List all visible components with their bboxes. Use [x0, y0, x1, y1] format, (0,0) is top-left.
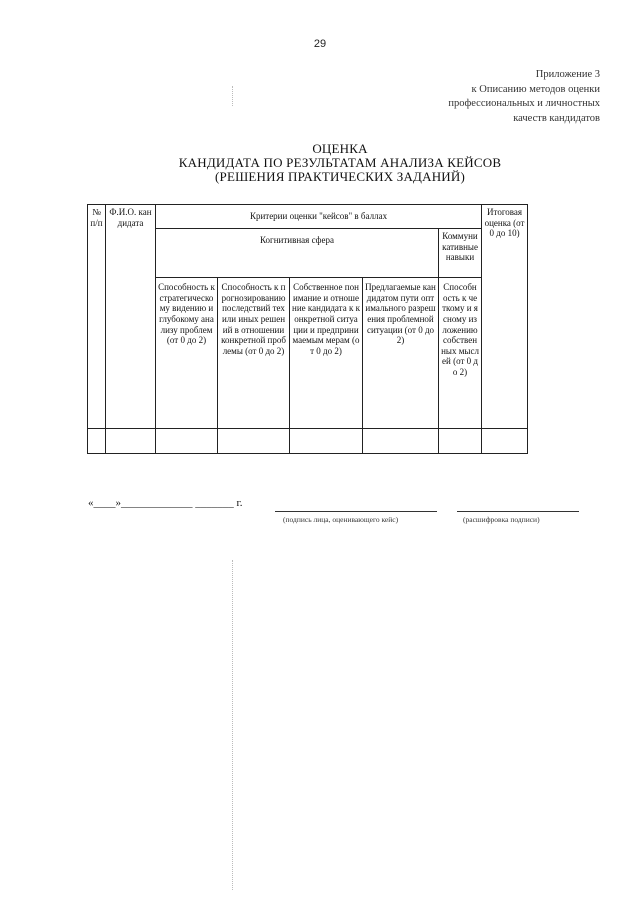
evaluation-table — [87, 204, 528, 454]
appendix-line: качеств кандидатов — [513, 112, 600, 124]
header-criteria: Критерии оценки "кейсов" в баллах — [156, 205, 482, 229]
criterion-strategic-vision: Способность к стратегическому видению и глубокому анализу проблем (от 0 до 2) — [156, 278, 218, 429]
table-cell-empty[interactable] — [156, 428, 218, 453]
table-cell-empty[interactable] — [106, 428, 156, 453]
title-line-3: (РЕШЕНИЯ ПРАКТИЧЕСКИХ ЗАДАНИЙ) — [214, 169, 465, 184]
table-cell-empty[interactable] — [363, 428, 439, 453]
signature-caption: (подпись лица, оценивающего кейс) — [283, 515, 399, 524]
appendix-note — [448, 68, 600, 126]
signature-name-caption: (расшифровка подписи) — [463, 515, 540, 524]
appendix-line: к Описанию методов оценки — [471, 83, 600, 95]
title-line-2: КАНДИДАТА ПО РЕЗУЛЬТАТАМ АНАЛИЗА КЕЙСОВ — [178, 155, 502, 170]
criterion-own-understanding: Собственное понимание и отношение кандидата к конкретной ситуации и предпринимаемым мерам (от 0 до 2) — [290, 278, 363, 429]
header-candidate-name: Ф.И.О. кандидата — [106, 205, 156, 429]
scan-fold-line — [232, 560, 233, 890]
signature-date: «____»_____________ _______ г. — [88, 497, 243, 509]
header-communicative-skills: Коммуникативные навыки — [439, 229, 482, 278]
signature-line[interactable] — [275, 511, 437, 512]
appendix-line: профессиональных и личностных — [448, 98, 600, 109]
criterion-clear-expression: Способность к четкому и ясному изложению собственных мыслей (от 0 до 2) — [439, 278, 482, 429]
header-number: № п/п — [88, 205, 106, 429]
header-total-score: Итоговая оценка (от 0 до 10) — [482, 205, 528, 429]
document-title — [0, 142, 640, 184]
criterion-proposed-solutions: Предлагаемые кандидатом пути оптимального разрешения проблемной ситуации (от 0 до 2) — [363, 278, 439, 429]
header-cognitive-sphere: Когнитивная сфера — [156, 229, 439, 278]
appendix-line: Приложение 3 — [535, 69, 600, 80]
page-number: 29 — [313, 38, 327, 50]
table-cell-empty[interactable] — [88, 428, 106, 453]
signature-name-line[interactable] — [457, 511, 579, 512]
title-line-1: ОЦЕНКА — [312, 141, 368, 156]
table-cell-empty[interactable] — [439, 428, 482, 453]
criterion-forecasting: Способность к прогнозированию последствий тех или иных решений в отношении конкретной проблемы (от 0 до 2) — [218, 278, 290, 429]
table-cell-empty[interactable] — [482, 428, 528, 453]
table-cell-empty[interactable] — [218, 428, 290, 453]
table-cell-empty[interactable] — [290, 428, 363, 453]
scan-fold-line — [232, 86, 233, 106]
